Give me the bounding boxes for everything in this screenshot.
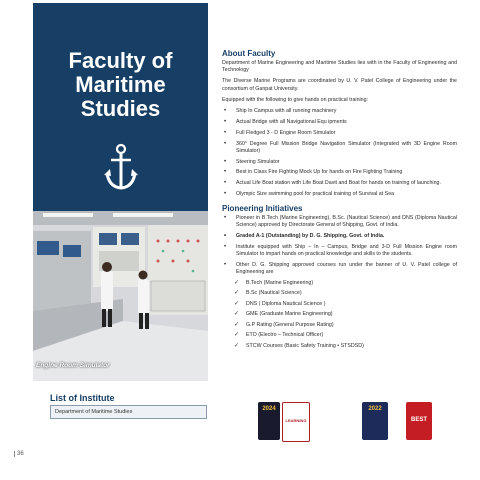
award-badge (282, 402, 310, 442)
list-item: • Actual Life Boat station with Life Boat Davit and Boat for hands on training of launching. (222, 180, 457, 187)
institute-list (50, 405, 207, 419)
faculty-title-line: Maritime (75, 72, 166, 97)
page-number: 36 (14, 451, 24, 457)
faculty-title (33, 49, 208, 121)
courses-list (222, 280, 457, 350)
award-badge (406, 402, 432, 440)
list-item: • Graded A-1 (Outstanding) by D. G. Shipping, Govt. of India. (222, 233, 457, 240)
facilities-list (222, 108, 457, 198)
award-year: 2024 (262, 406, 276, 412)
list-item: • Institute equipped with Ship – In – Campus, Bridge and 3-D Full Mission Engine room Simulator to impart hands on practical knowledge and skills to the students. (222, 244, 457, 258)
list-item: • Full Fledged 3 - D Engine Room Simulator (222, 130, 457, 137)
pioneering-initiatives-heading: Pioneering Initiatives (222, 204, 303, 214)
award-badge (362, 402, 388, 440)
main-content (222, 49, 457, 353)
list-item: • 360° Degree Full Mission Bridge Navigation Simulator (Integrated with 3D Engine Room Simulator) (222, 141, 457, 155)
course-item: ✓ B.Sc (Nautical Science) (222, 290, 457, 297)
course-item: ✓ STCW Courses (Basic Safety Training • STSDSD) (222, 343, 457, 350)
list-of-institute-heading: List of Institute (50, 393, 115, 403)
faculty-title-panel (33, 3, 208, 211)
list-item: • Actual Bridge with all Navigational Equ ipments (222, 119, 457, 126)
course-item: ✓ B.Tech (Marine Engineering) (222, 280, 457, 287)
about-paragraph: The Diverse Marine Programs are coordinated by U. V. Patel College of Engineering under the consortium of Ganpat University. (222, 78, 457, 92)
engine-room-photo (33, 211, 208, 381)
anchor-icon (103, 143, 139, 193)
faculty-title-line: Faculty of (68, 48, 173, 73)
award-text: BEST (410, 417, 427, 423)
initiatives-list (222, 215, 457, 275)
institute-list-item[interactable]: Department of Maritime Studies (55, 409, 133, 415)
photo-caption: Engine Room Simulator (36, 362, 110, 369)
list-item: • Other D. G. Shipping approved courses run under the banner of U. V. Patel college of Engineering are (222, 262, 457, 276)
about-paragraph: Department of Marine Engineering and Maritime Studies lies with in the Faculty of Engineering and Technology (222, 60, 457, 74)
award-text: LEARNING (285, 418, 307, 423)
list-item: • Ship In Campus with all running machinery (222, 108, 457, 115)
list-item: • Best in Class Fire Fighting Mock Up for hands on Fire Fighting Training (222, 169, 457, 176)
course-item: ✓ G.P Rating (General Purpose Rating) (222, 322, 457, 329)
list-item: • Pioneer in B.Tech (Marine Engineering), B.Sc. (Nautical Science) and DNS (Diploma Nautical Science) approved by Directorate General of Shipping, Govt. of India. (222, 215, 457, 229)
award-badge (258, 402, 280, 440)
list-item: • Steering Simulator (222, 159, 457, 166)
faculty-title-line: Studies (80, 96, 161, 121)
award-year: 2022 (368, 406, 382, 412)
list-item: • Olympic Size swimming pool for practical training of Survival at Sea (222, 191, 457, 198)
about-paragraph: Equipped with the following to give hands on practical training: (222, 96, 369, 103)
course-item: ✓ ETO (Electro – Technical Officer) (222, 332, 457, 339)
course-item: ✓ GME (Graduate Marine Engineering) (222, 311, 457, 318)
about-faculty-heading: About Faculty (222, 49, 276, 58)
awards-strip (258, 402, 458, 440)
course-item: ✓ DNS ( Diploma Nautical Science ) (222, 301, 457, 308)
